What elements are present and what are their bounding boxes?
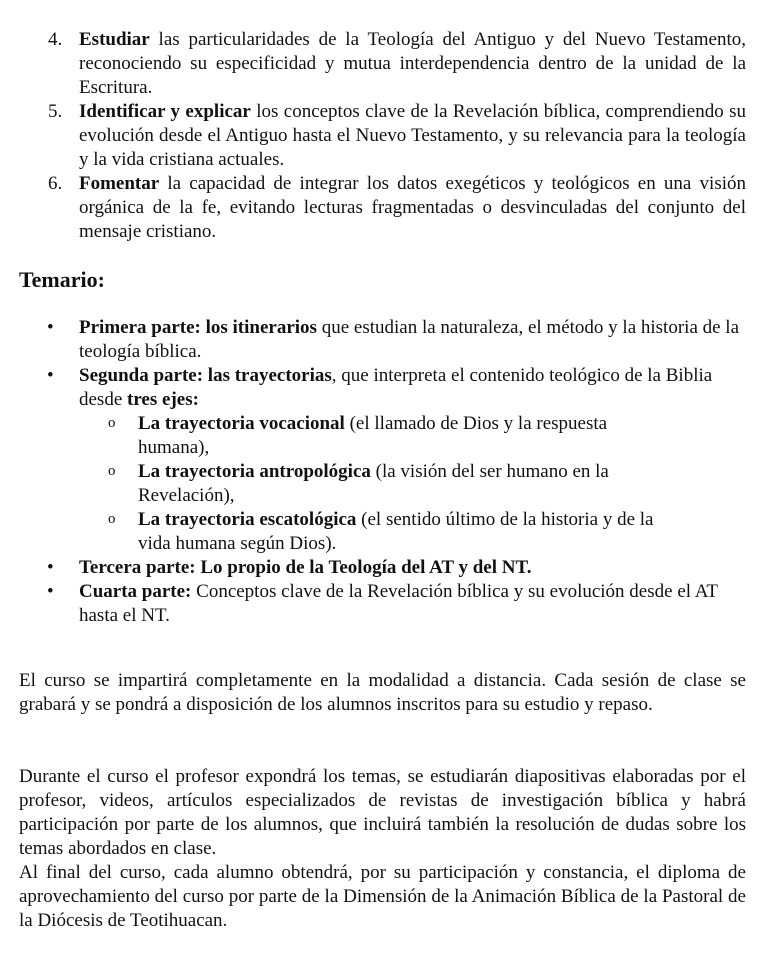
- subitem-title: La trayectoria antropológica: [138, 461, 371, 482]
- subitem-text: (la visión del ser humano en la Revelación),: [138, 461, 609, 506]
- objective-text: la capacidad de integrar los datos exegéticos y teológicos en una visión orgánica de la fe, evitando lecturas fragmentadas o desvinculadas del conjunto del mensaje cristiano.: [79, 173, 746, 242]
- objective-verb: Estudiar: [79, 29, 150, 50]
- bullet-icon: •: [47, 581, 54, 602]
- circle-bullet-icon: o: [108, 463, 116, 479]
- temario-item-tercera: [0, 556, 768, 580]
- diploma-paragraph: Al final del curso, cada alumno obtendrá, por su participación y constancia, el diploma de aprovechamiento del curso por parte de la Dimensión de la Animación Bíblica de la Pastoral de la Diócesis de Teotihuacan.: [19, 862, 746, 931]
- subitem-text: (el llamado de Dios y la respuesta humana),: [138, 413, 608, 458]
- temario-item-primera: [0, 316, 768, 364]
- objective-text: las particularidades de la Teología del Antiguo y del Nuevo Testamento, reconociendo su especificidad y mutua interdependencia dentro de la unidad de la Escritura.: [79, 29, 746, 98]
- temario-item-segunda: [0, 364, 768, 556]
- temario-item-emphasis: tres ejes:: [127, 389, 199, 410]
- circle-bullet-icon: o: [108, 415, 116, 431]
- temario-item-cuarta: [0, 580, 768, 628]
- methodology-paragraph: Durante el curso el profesor expondrá los temas, se estudiarán diapositivas elaboradas por el profesor, videos, artículos especializados de revistas de investigación bíblica y habrá participación por parte de los alumnos, que incluirá también la resolución de dudas sobre los temas abordados en clase.: [19, 766, 746, 859]
- objective-item: [0, 172, 768, 244]
- subitem-escatologica: [0, 508, 746, 556]
- bullet-icon: •: [47, 317, 54, 338]
- temario-item-text: Conceptos clave de la Revelación bíblica y su evolución desde el AT hasta el NT.: [79, 581, 718, 626]
- objective-text: los conceptos clave de la Revelación bíblica, comprendiendo su evolución desde el Antiguo hasta el Nuevo Testamento, y su relevancia para la teología y la vida cristiana actuales.: [79, 101, 746, 170]
- subitem-title: La trayectoria vocacional: [138, 413, 345, 434]
- temario-list: [0, 316, 768, 628]
- subitem-vocacional: [0, 412, 746, 460]
- list-number: 5.: [48, 101, 63, 122]
- temario-item-title: Cuarta parte:: [79, 581, 192, 602]
- objective-item: [0, 100, 768, 172]
- trajectories-sublist: [79, 412, 746, 556]
- objective-item: [0, 28, 768, 100]
- circle-bullet-icon: o: [108, 511, 116, 527]
- objective-verb: Fomentar: [79, 173, 160, 194]
- temario-item-text: que estudian la naturaleza, el método y la historia de la teología bíblica.: [79, 317, 740, 362]
- objective-verb: Identificar y explicar: [79, 101, 251, 122]
- subitem-text: (el sentido último de la historia y de la vida humana según Dios).: [138, 509, 654, 554]
- temario-item-text: , que interpreta el contenido teológico de la Biblia desde: [79, 365, 713, 410]
- objectives-list: [0, 28, 768, 244]
- modality-paragraph: El curso se impartirá completamente en la modalidad a distancia. Cada sesión de clase se grabará y se pondrá a disposición de los alumnos inscritos para su estudio y repaso.: [19, 670, 746, 715]
- bullet-icon: •: [47, 557, 54, 578]
- subitem-antropologica: [0, 460, 746, 508]
- list-number: 6.: [48, 173, 63, 194]
- temario-heading: Temario:: [19, 267, 105, 292]
- temario-item-title: Primera parte: los itinerarios: [79, 317, 317, 338]
- bullet-icon: •: [47, 365, 54, 386]
- list-number: 4.: [48, 29, 63, 50]
- subitem-title: La trayectoria escatológica: [138, 509, 357, 530]
- temario-item-title: Segunda parte: las trayectorias: [79, 365, 332, 386]
- temario-item-title: Tercera parte: Lo propio de la Teología del AT y del NT.: [79, 557, 532, 578]
